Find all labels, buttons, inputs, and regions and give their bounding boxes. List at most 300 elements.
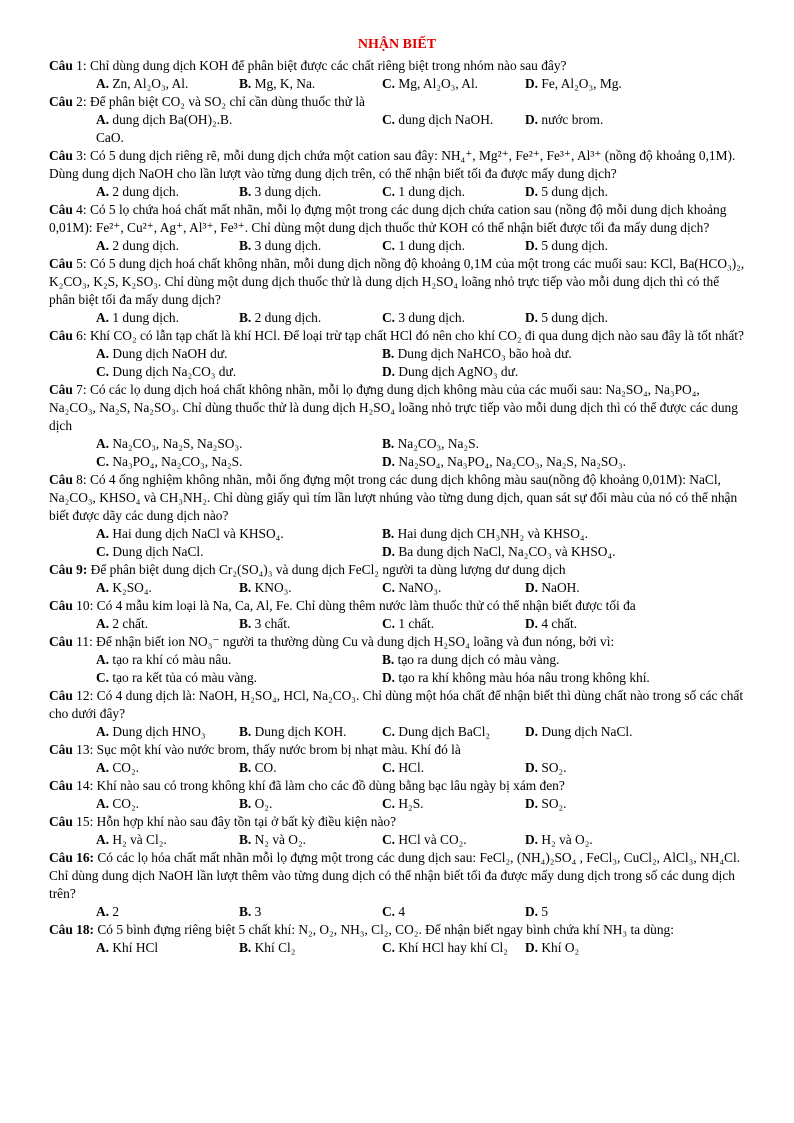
answer-text: 4 chất.	[538, 616, 578, 631]
answer-option	[96, 903, 239, 921]
question-block	[49, 201, 745, 255]
answer-option	[382, 435, 668, 453]
answer-text: CO₂.	[109, 796, 139, 811]
answer-option	[525, 939, 579, 957]
question-label: Câu	[49, 382, 73, 397]
answer-text: 2 dung dịch.	[109, 184, 179, 199]
answer-text: Dung dịch AgNO₃ dư.	[395, 364, 519, 379]
answer-option	[382, 345, 668, 363]
answer-key: B.	[239, 760, 252, 775]
question-stem	[49, 597, 745, 615]
question-text: Khí CO₂ có lẫn tạp chất là khí HCl. Để loại trừ tạp chất HCl đó nên cho khí CO₂ đi qua dung dịch nào sau đây là tốt nhất?	[86, 328, 744, 343]
answer-text: Dung dịch Na₂CO₃ dư.	[109, 364, 237, 379]
answer-key: A.	[96, 904, 110, 919]
question-stem	[49, 633, 745, 651]
answer-text: Dung dịch HNO₃	[109, 724, 206, 739]
question-stem	[49, 93, 745, 111]
question-block	[49, 327, 745, 381]
answer-row	[49, 237, 745, 255]
answer-text: 3 chất.	[251, 616, 291, 631]
answer-key: D.	[525, 238, 539, 253]
answer-option	[382, 75, 525, 93]
question-block	[49, 741, 745, 777]
answer-row	[49, 579, 745, 597]
answer-key: C.	[382, 112, 396, 127]
answer-text: HCl.	[395, 760, 425, 775]
answer-text: 4	[395, 904, 406, 919]
answer-row	[49, 75, 745, 93]
answer-key: D.	[382, 670, 396, 685]
answer-key: B.	[239, 904, 252, 919]
question-label: Câu	[49, 148, 73, 163]
question-label: Câu	[49, 202, 73, 217]
answer-text: Mg, Al₂O₃, Al.	[395, 76, 479, 91]
answer-option	[239, 615, 382, 633]
answer-text: CO₂.	[109, 760, 139, 775]
question-text: Có 4 dung dịch là: NaOH, H₂SO₄, HCl, Na₂CO₃. Chỉ dùng một hóa chất để nhận biết thì dùng chất nào trong số các chất cho dưới đây?	[49, 688, 744, 721]
question-number: 15:	[72, 814, 94, 829]
answer-text: 2 dung dịch.	[251, 310, 322, 325]
answer-option	[382, 615, 525, 633]
document	[49, 36, 745, 957]
answer-text: Na₂SO₄, Na₃PO₄, Na₂CO₃, Na₂S, Na₂SO₃.	[395, 454, 626, 469]
answer-text: 1 chất.	[395, 616, 435, 631]
answer-key: A.	[96, 310, 110, 325]
question-text: Hỗn hợp khí nào sau đây tồn tại ở bất kỳ điều kiện nào?	[93, 814, 397, 829]
answer-row	[49, 453, 745, 471]
answer-option	[382, 669, 668, 687]
answer-text: 1 dung dịch.	[395, 238, 465, 253]
answer-text: H₂ và O₂.	[538, 832, 593, 847]
question-label: Câu	[49, 472, 73, 487]
answer-option	[96, 75, 239, 93]
answer-text: H₂S.	[395, 796, 424, 811]
answer-key: A.	[96, 184, 110, 199]
answer-key: B.	[239, 724, 252, 739]
answer-text: Na₂CO₃, Na₂S.	[394, 436, 479, 451]
answer-option	[525, 309, 608, 327]
answer-option	[382, 795, 525, 813]
answer-row	[49, 795, 745, 813]
question-number: 2:	[72, 94, 87, 109]
answer-key: D.	[525, 904, 539, 919]
answer-key: C.	[96, 364, 110, 379]
answer-text: 3 dung dịch.	[251, 184, 322, 199]
answer-text: 3 dung dịch.	[395, 310, 465, 325]
answer-key: B.	[239, 238, 252, 253]
answer-key: A.	[96, 724, 110, 739]
answer-option	[239, 183, 382, 201]
answer-row	[49, 759, 745, 777]
answer-text: SO₂.	[538, 760, 567, 775]
answer-row	[49, 345, 745, 363]
answer-option	[96, 435, 382, 453]
question-stem	[49, 57, 745, 75]
answer-key: D.	[525, 184, 539, 199]
answer-key: B.	[239, 310, 252, 325]
question-text: Có 5 dung dịch riêng rẽ, mỗi dung dịch chứa một cation sau đây: NH₄⁺, Mg²⁺, Fe²⁺, Fe³⁺, Al³⁺ (nồng độ khoảng 0,1M). Dùng dung dịch NaOH cho lần lượt vào từng dung dịch trên, có thể nhận biết tối đa được mấy dung dịch?	[49, 148, 736, 181]
answer-key: A.	[96, 652, 110, 667]
answer-text: NaNO₃.	[395, 580, 442, 595]
answer-option	[525, 759, 567, 777]
answer-text: Dung dịch NaHCO₃ bão hoà dư.	[394, 346, 572, 361]
page-title: NHẬN BIẾT	[357, 37, 437, 52]
answer-option	[382, 363, 668, 381]
question-block	[49, 687, 745, 741]
answer-option	[239, 111, 382, 147]
answer-key: D.	[525, 940, 539, 955]
question-block	[49, 777, 745, 813]
answer-key: C.	[382, 184, 396, 199]
question-stem	[49, 147, 745, 183]
answer-key: A.	[96, 832, 110, 847]
answer-text: O₂.	[251, 796, 273, 811]
answer-text: KNO₃.	[251, 580, 292, 595]
answer-text: Dung dịch KOH.	[251, 724, 347, 739]
answer-option	[382, 723, 525, 741]
answer-key: B.	[239, 580, 252, 595]
question-text: Có 5 bình đựng riêng biệt 5 chất khí: N₂, O₂, NH₃, Cl₂, CO₂. Để nhận biết ngay bình chứa khí NH₃ ta dùng:	[94, 922, 674, 937]
question-label: Câu	[49, 58, 73, 73]
answer-text: 5 dung dịch.	[538, 238, 608, 253]
question-label: Câu	[49, 328, 73, 343]
answer-option	[96, 723, 239, 741]
answer-option	[96, 831, 239, 849]
answer-text: Dung dịch NaCl.	[109, 544, 204, 559]
answer-text: N₂ và O₂.	[251, 832, 306, 847]
answer-text: 2 dung dịch.	[109, 238, 179, 253]
answer-row	[49, 363, 745, 381]
answer-option	[525, 75, 622, 93]
answer-text: Dung dịch BaCl₂	[395, 724, 491, 739]
answer-option	[382, 183, 525, 201]
answer-option	[382, 453, 668, 471]
answer-key: C.	[96, 670, 110, 685]
answer-key: D.	[525, 616, 539, 631]
question-number: 4:	[72, 202, 87, 217]
answer-option	[96, 939, 239, 957]
question-number: 3:	[72, 148, 87, 163]
answer-option	[525, 237, 608, 255]
answer-row	[49, 903, 745, 921]
question-text: Có 5 dung dịch hoá chất không nhãn, mỗi dung dịch nồng độ khoảng 0,1M của một trong các muối sau: KCl, Ba(HCO₃)₂, K₂CO₃, K₂S, K₂SO₃. Chỉ dùng một dung dịch thuốc thử là dung dịch H₂SO₄ loãng nhỏ trực tiếp vào mỗi dung dịch thì có thể phân biệt tối đa mấy dung dịch?	[49, 256, 745, 307]
answer-option	[96, 615, 239, 633]
answer-text: Khí Cl₂	[251, 940, 296, 955]
answer-text: dung dịch Ba(OH)₂.B. CaO.	[96, 112, 233, 145]
question-label: Câu	[49, 94, 73, 109]
answer-key: C.	[382, 616, 396, 631]
answer-key: B.	[239, 616, 252, 631]
answer-text: 5	[538, 904, 549, 919]
question-stem	[49, 201, 745, 237]
question-text: Để phân biệt CO₂ và SO₂ chỉ cần dùng thuốc thử là	[86, 94, 365, 109]
answer-option	[96, 345, 382, 363]
question-block	[49, 93, 745, 147]
answer-key: B.	[239, 184, 252, 199]
answer-text: 1 dung dịch.	[395, 184, 465, 199]
answer-option	[382, 579, 525, 597]
answer-option	[96, 579, 239, 597]
question-number: 11:	[72, 634, 93, 649]
answer-text: H₂ và Cl₂.	[109, 832, 167, 847]
answer-key: D.	[525, 580, 539, 595]
answer-text: 3	[251, 904, 262, 919]
answer-key: B.	[239, 76, 252, 91]
question-text: Có các lọ hóa chất mất nhãn mỗi lọ đựng một trong các dung dịch sau: FeCl₂, (NH₄)₂SO₄ , FeCl₃, CuCl₂, AlCl₃, NH₄Cl. Chỉ dùng dung dịch NaOH lần lượt thêm vào từng dung dịch có thể nhận biết tối đa được mấy dung dịch trong số các dung dịch trên?	[49, 850, 741, 901]
answer-option	[96, 525, 382, 543]
answer-option	[96, 237, 239, 255]
answer-key: A.	[96, 796, 110, 811]
answer-option	[382, 111, 525, 147]
answer-key: D.	[525, 724, 539, 739]
answer-key: D.	[525, 310, 539, 325]
answer-key: B.	[239, 832, 252, 847]
answer-key: C.	[382, 796, 396, 811]
answer-text: Mg, K, Na.	[251, 76, 316, 91]
answer-text: Ba dung dịch NaCl, Na₂CO₃ và KHSO₄.	[395, 544, 616, 559]
answer-row	[49, 669, 745, 687]
question-text: Có 5 lọ chứa hoá chất mất nhãn, mỗi lọ đựng một trong các dung dịch chứa cation sau (nồng độ mỗi dung dịch khoảng 0,01M): Fe²⁺, Cu²⁺, Ag⁺, Al³⁺, Fe³⁺. Chỉ dùng một dung dịch thuốc thử KOH có thể nhận biết được tối đa mấy dung dịch?	[49, 202, 727, 235]
answer-key: D.	[525, 760, 539, 775]
question-label: Câu	[49, 256, 73, 271]
question-label: Câu 18:	[49, 922, 95, 937]
question-stem	[49, 813, 745, 831]
answer-text: 3 dung dịch.	[251, 238, 322, 253]
question-stem	[49, 255, 745, 309]
question-block	[49, 471, 745, 561]
answer-key: C.	[382, 76, 396, 91]
answer-text: Khí HCl	[109, 940, 159, 955]
answer-option	[525, 615, 577, 633]
answer-key: B.	[382, 652, 395, 667]
answer-row	[49, 723, 745, 741]
question-text: Có các lọ dung dịch hoá chất không nhãn, mỗi lọ đựng dung dịch không màu của các muối sau: Na₂SO₄, Na₃PO₄, Na₂CO₃, Na₂S, Na₂SO₃. Chỉ dùng thuốc thử là dung dịch H₂SO₄ loãng nhỏ trực tiếp vào mỗi dung dịch thì có thể được các dung dịch	[49, 382, 738, 433]
answer-text: NaOH.	[538, 580, 580, 595]
answer-key: B.	[239, 940, 252, 955]
answer-row	[49, 435, 745, 453]
question-block	[49, 633, 745, 687]
answer-text: dung dịch NaOH.	[395, 112, 494, 127]
answer-key: D.	[525, 796, 539, 811]
answer-row	[49, 183, 745, 201]
answer-text: tạo ra kết tủa có màu vàng.	[109, 670, 258, 685]
answer-option	[96, 543, 382, 561]
question-block	[49, 57, 745, 93]
question-block	[49, 597, 745, 633]
question-number: 8:	[72, 472, 87, 487]
answer-text: 1 dung dịch.	[109, 310, 179, 325]
answer-text: tạo ra khí có màu nâu.	[109, 652, 232, 667]
answer-text: 5 dung dịch.	[538, 310, 608, 325]
answer-option	[239, 237, 382, 255]
answer-text: SO₂.	[538, 796, 567, 811]
answer-option	[525, 723, 633, 741]
question-stem	[49, 327, 745, 345]
answer-key: A.	[96, 436, 110, 451]
answer-key: D.	[525, 832, 539, 847]
answer-row	[49, 543, 745, 561]
answer-row	[49, 651, 745, 669]
question-block	[49, 921, 745, 957]
question-number: 14:	[72, 778, 94, 793]
answer-option	[239, 939, 382, 957]
answer-key: A.	[96, 76, 110, 91]
answer-row	[49, 615, 745, 633]
answer-key: C.	[382, 580, 396, 595]
answer-text: Hai dung dịch CH₃NH₂ và KHSO₄.	[394, 526, 588, 541]
answer-option	[382, 543, 668, 561]
answer-text: Na₂CO₃, Na₂S, Na₂SO₃.	[109, 436, 243, 451]
question-label: Câu 9:	[49, 562, 88, 577]
question-text: Khí nào sau có trong không khí đã làm cho các đồ dùng bằng bạc lâu ngày bị xám đen?	[93, 778, 565, 793]
answer-row	[49, 111, 745, 147]
answer-key: C.	[382, 724, 396, 739]
answer-key: C.	[382, 310, 396, 325]
answer-option	[382, 651, 668, 669]
answer-option	[96, 363, 382, 381]
answer-text: K₂SO₄.	[109, 580, 152, 595]
question-label: Câu	[49, 688, 73, 703]
answer-option	[96, 669, 382, 687]
question-stem	[49, 921, 745, 939]
question-number: 6:	[72, 328, 87, 343]
answer-option	[96, 111, 239, 147]
answer-key: A.	[96, 616, 110, 631]
answer-option	[239, 579, 382, 597]
question-block	[49, 381, 745, 471]
answer-key: A.	[96, 526, 110, 541]
answer-option	[96, 651, 382, 669]
answer-option	[525, 831, 593, 849]
answer-text: Zn, Al₂O₃, Al.	[109, 76, 189, 91]
answer-text: Hai dung dịch NaCl và KHSO₄.	[109, 526, 284, 541]
answer-text: tạo ra khí không màu hóa nâu trong không khí.	[395, 670, 650, 685]
answer-key: C.	[382, 832, 396, 847]
question-label: Câu	[49, 778, 73, 793]
answer-text: Dung dịch NaCl.	[538, 724, 633, 739]
answer-row	[49, 939, 745, 957]
answer-option	[96, 453, 382, 471]
answer-key: C.	[96, 454, 110, 469]
answer-key: D.	[382, 364, 396, 379]
answer-option	[239, 831, 382, 849]
answer-key: A.	[96, 580, 110, 595]
answer-option	[239, 723, 382, 741]
answer-option	[525, 183, 608, 201]
answer-option	[525, 903, 548, 921]
answer-option	[96, 759, 239, 777]
answer-option	[239, 903, 382, 921]
answer-option	[239, 759, 382, 777]
question-text: Có 4 ống nghiệm không nhãn, mỗi ống đựng một trong các dung dịch không màu sau(nồng độ khoảng 0,01M): NaCl, Na₂CO₃, KHSO₄ và CH₃NH₂. Chỉ dùng giấy quì tím lần lượt nhúng vào từng dung dịch, quan sát sự đổi màu của nó có thể nhận biết được dãy các dung dịch nào?	[49, 472, 738, 523]
question-text: Có 4 mẫu kim loại là Na, Ca, Al, Fe. Chỉ dùng thêm nước làm thuốc thử có thể nhận biết được tối đa	[93, 598, 636, 613]
answer-text: Fe, Al₂O₃, Mg.	[538, 76, 622, 91]
answer-text: 2 chất.	[109, 616, 149, 631]
answer-option	[382, 525, 668, 543]
question-number: 1:	[72, 58, 87, 73]
answer-option	[239, 309, 382, 327]
question-stem	[49, 849, 745, 903]
question-label: Câu 16:	[49, 850, 95, 865]
question-list	[49, 57, 745, 957]
question-text: Để nhận biết ion NO₃⁻ người ta thường dùng Cu và dung dịch H₂SO₄ loãng và đun nóng, bởi vì:	[92, 634, 615, 649]
question-text: Sục một khí vào nước brom, thấy nước brom bị nhạt màu. Khí đó là	[93, 742, 461, 757]
question-block	[49, 813, 745, 849]
answer-option	[382, 831, 525, 849]
answer-option	[382, 237, 525, 255]
answer-text: nước brom.	[538, 112, 604, 127]
answer-key: C.	[96, 544, 110, 559]
answer-text: 2	[109, 904, 120, 919]
answer-key: C.	[382, 238, 396, 253]
question-text: Chỉ dùng dung dịch KOH để phân biệt được các chất riêng biệt trong nhóm nào sau đây?	[86, 58, 567, 73]
question-label: Câu	[49, 634, 73, 649]
question-number: 13:	[72, 742, 94, 757]
answer-key: A.	[96, 112, 110, 127]
question-stem	[49, 687, 745, 723]
answer-key: A.	[96, 238, 110, 253]
answer-key: C.	[382, 904, 396, 919]
question-stem	[49, 777, 745, 795]
question-block	[49, 849, 745, 921]
answer-key: A.	[96, 760, 110, 775]
question-stem	[49, 741, 745, 759]
answer-key: C.	[382, 940, 396, 955]
answer-key: B.	[382, 436, 395, 451]
question-number: 7:	[72, 382, 87, 397]
question-label: Câu	[49, 814, 73, 829]
answer-row	[49, 525, 745, 543]
answer-row	[49, 309, 745, 327]
question-block	[49, 561, 745, 597]
answer-option	[382, 903, 525, 921]
question-stem	[49, 561, 745, 579]
answer-text: Dung dịch NaOH dư.	[109, 346, 228, 361]
question-stem	[49, 471, 745, 525]
answer-key: D.	[382, 454, 396, 469]
answer-text: HCl và CO₂.	[395, 832, 467, 847]
answer-key: D.	[382, 544, 396, 559]
answer-option	[525, 795, 567, 813]
answer-text: CO.	[251, 760, 277, 775]
question-label: Câu	[49, 598, 73, 613]
answer-option	[96, 309, 239, 327]
question-number: 10:	[72, 598, 94, 613]
answer-option	[525, 579, 580, 597]
answer-text: Khí O₂	[538, 940, 580, 955]
answer-key: B.	[382, 346, 395, 361]
answer-option	[382, 759, 525, 777]
answer-option	[96, 795, 239, 813]
question-text: Để phân biệt dung dịch Cr₂(SO₄)₃ và dung dịch FeCl₂ người ta dùng lượng dư dung dịch	[87, 562, 566, 577]
answer-option	[96, 183, 239, 201]
answer-text: 5 dung dịch.	[538, 184, 608, 199]
question-stem	[49, 381, 745, 435]
answer-key: A.	[96, 940, 110, 955]
answer-option	[239, 75, 382, 93]
answer-row	[49, 831, 745, 849]
answer-option	[239, 795, 382, 813]
answer-key: B.	[382, 526, 395, 541]
question-number: 5:	[72, 256, 87, 271]
question-block	[49, 147, 745, 201]
answer-text: Na₃PO₄, Na₂CO₃, Na₂S.	[109, 454, 243, 469]
answer-key: D.	[525, 76, 539, 91]
question-block	[49, 255, 745, 327]
answer-text: tạo ra dung dịch có màu vàng.	[394, 652, 560, 667]
question-label: Câu	[49, 742, 73, 757]
answer-key: C.	[382, 760, 396, 775]
